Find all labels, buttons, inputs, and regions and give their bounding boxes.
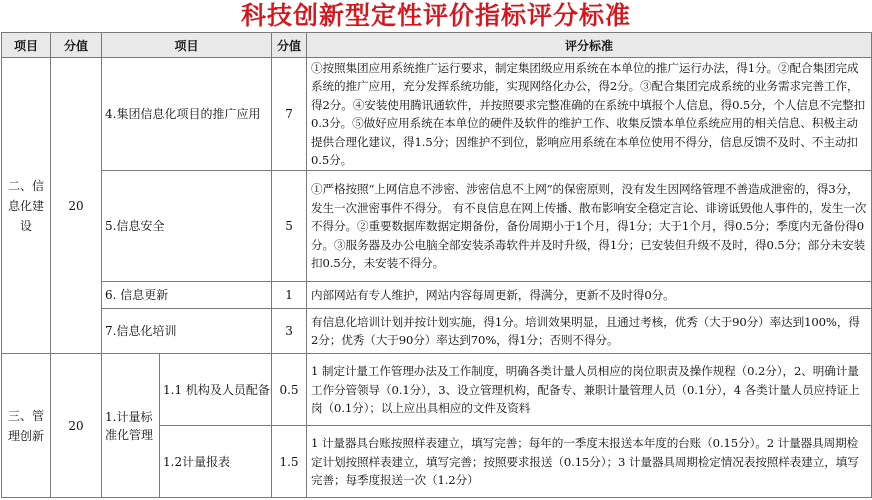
section-name: 三、管理创新 [2,354,51,498]
table-row [2,309,872,354]
group-label: 1.计量标准化管理 [102,354,160,498]
item-score: 3 [272,309,307,354]
item-score: 5 [272,171,307,282]
item-label: 4.集团信息化项目的推广应用 [102,58,272,171]
header-item-score: 分值 [272,33,307,58]
item-criteria: 1 计量器具台账按照样表建立，填写完善；每年的一季度末报送本年度的台账（0.15分）。2 计量器具周期检定计划按照样表建立，填写完善；按照要求报送（0.15分）；3 计量器具周期检定情况表按照样表建立，填写完善；每季度报送一次（1.2分） [307,426,872,498]
item-criteria: ①按照集团应用系统推广运行要求，制定集团级应用系统在本单位的推广运行办法，得1分。②配合集团完成系统的推广应用，充分发挥系统功能，实现网络化办公，得2分。③配合集团完成系统的业务需求完善工作，得2分。④安装使用腾讯通软件，并按照要求完整准确的在系统中填报个人信息，得0.5分，个人信息不完整扣0.3分。⑤做好应用系统在本单位的硬件及软件的维护工作、收集反馈本单位系统应用的相关信息、积极主动提供合理化建议，得1.5分；因维护不到位，影响应用系统在本单位使用不得分，信息反馈不及时、不主动扣0.5分。 [307,58,872,171]
section-score: 20 [51,58,102,354]
item-label: 5.信息安全 [102,171,272,282]
table-row [2,58,872,171]
header-item: 项目 [102,33,272,58]
document-title: 科技创新型定性评价指标评分标准 [240,1,631,30]
header-score: 分值 [51,33,102,58]
item-label: 1.2计量报表 [160,426,272,498]
item-label: 7.信息化培训 [102,309,272,354]
item-score: 1 [272,282,307,309]
table-row [2,282,872,309]
section-score: 20 [51,354,102,498]
item-criteria: 内部网站有专人维护，网站内容每周更新，得满分，更新不及时得0分。 [307,282,872,309]
item-score: 1.5 [272,426,307,498]
item-label: 1.1 机构及人员配备 [160,354,272,426]
header-project: 项目 [2,33,51,58]
item-label: 6. 信息更新 [102,282,272,309]
item-criteria: 有信息化培训计划并按计划实施，得1分。培训效果明显，且通过考核，优秀（大于90分）率达到100%，得2分；优秀（大于90分）率达到70%，得1分；否则不得分。 [307,309,872,354]
section-name: 二、信息化建设 [2,58,51,354]
item-score: 7 [272,58,307,171]
table-row [2,354,872,426]
header-row [2,33,872,58]
item-score: 0.5 [272,354,307,426]
header-criteria: 评分标准 [307,33,872,58]
item-criteria: ①严格按照“上网信息不涉密、涉密信息不上网”的保密原则，没有发生因网络管理不善造成泄密的，得3分，发生一次泄密事件不得分。 有不良信息在网上传播、散布影响安全稳定言论、诽谤诋毁他人事件的，发生一次不得分。②重要数据库数据定期备份，备份周期小于1个月，得1分；大于1个月，得0.5分；季度内无备份得0分。③服务器及办公电脑全部安装杀毒软件并及时升级，得1分；已安装但升级不及时，得0.5分；部分未安装扣0.5分，未安装不得分。 [307,171,872,282]
scoring-table [1,32,872,498]
item-criteria: 1 制定计量工作管理办法及工作制度，明确各类计量人员相应的岗位职责及操作规程（0.2分），2、明确计量工作分管领导（0.1分），3、设立管理机构，配备专、兼职计量管理人员（0.1分），4 各类计量人员应持证上岗（0.1分）；以上应出具相应的文件及资料 [307,354,872,426]
table-row [2,171,872,282]
